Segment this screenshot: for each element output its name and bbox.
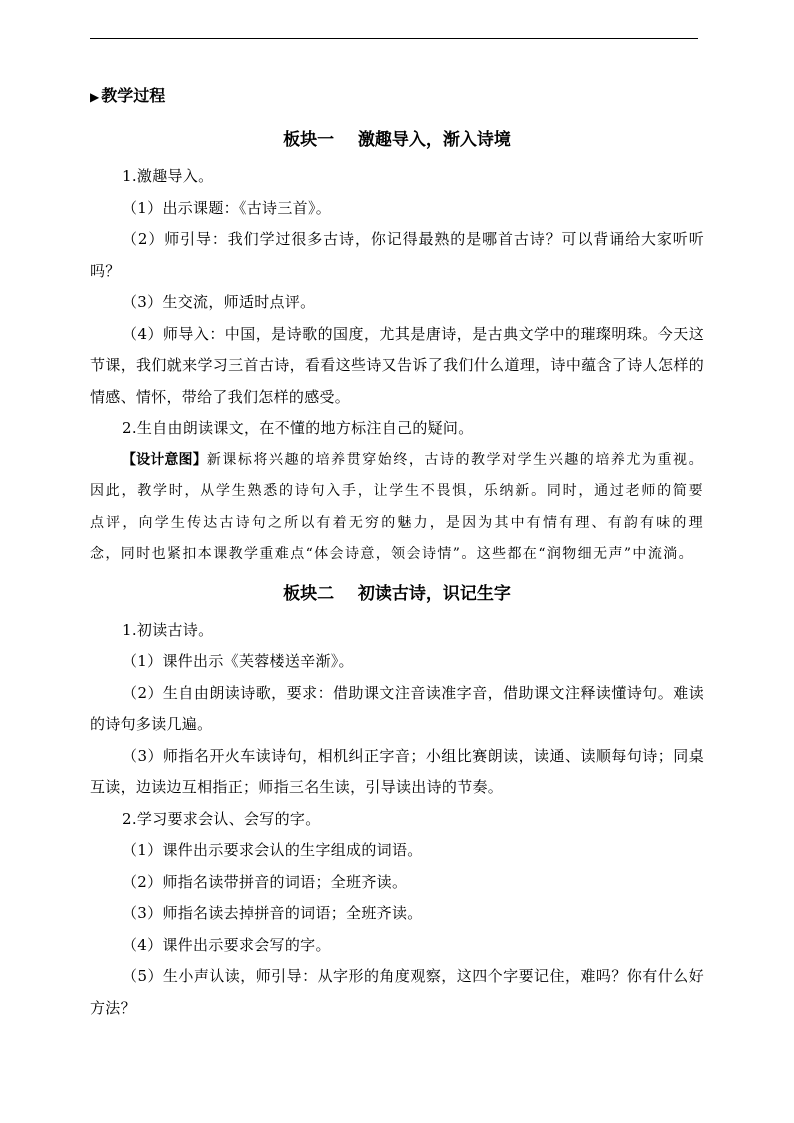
paragraph: （2）师引导：我们学过很多古诗，你记得最熟的是哪首古诗？可以背诵给大家听听吗？ xyxy=(90,230,704,280)
paragraph: （1）课件出示《芙蓉楼送辛渐》。 xyxy=(122,652,354,670)
paragraph: 2.学习要求会认、会写的字。 xyxy=(122,809,321,828)
paragraph: 1.初读古诗。 xyxy=(122,620,214,639)
paragraph: （5）生小声认读，师引导：从字形的角度观察，这四个字要记住，难吗？你有什么好方法？ xyxy=(90,967,704,1017)
design-intent-text: 新课标将兴趣的培养贯穿始终，古诗的教学对学生兴趣的培养尤为重视。因此，教学时，从学生熟悉的诗句入手，让学生不畏惧，乐纳新。同时，通过老师的简要点评，向学生传达古诗句之所以有着无穷的魅力，是因为其中有情有理、有韵有味的理念，同时也紧扣本课教学重难点“体会诗意，领会诗情”。这些都在“润物细无声”中流淌。 xyxy=(90,451,704,562)
paragraph: （2）师指名读带拼音的词语；全班齐读。 xyxy=(122,872,408,891)
paragraph: （4）课件出示要求会写的字。 xyxy=(122,935,331,954)
paragraph: （1）课件出示要求会认的生字组成的词语。 xyxy=(122,841,423,859)
triangle-bullet-icon: ▶ xyxy=(90,90,100,104)
paragraph: （3）生交流，师适时点评。 xyxy=(122,293,316,311)
paragraph: （1）出示课题：《古诗三首》。 xyxy=(122,198,332,217)
paragraph: （3）师指名读去掉拼音的词语；全班齐读。 xyxy=(122,904,423,922)
block-2-heading: 板块二 初读古诗，识记生字 xyxy=(283,583,511,604)
design-intent xyxy=(90,445,704,571)
document-body xyxy=(90,82,704,1024)
paragraph: （3）师指名开火车读诗句，相机纠正字音；小组比赛朗读，读通、读顺每句诗；同桌互读，边读边互相指正；师指三名生读，引导读出诗的节奏。 xyxy=(90,746,704,796)
design-intent-tag: 【设计意图】 xyxy=(122,451,207,468)
paragraph: 1.激趣导入。 xyxy=(122,167,214,185)
paragraph: （2）生自由朗读诗歌，要求：借助课文注音读准字音，借助课文注释读懂诗句。难读的诗句多读几遍。 xyxy=(90,683,704,733)
paragraph: 2.生自由朗读课文，在不懂的地方标注自己的疑问。 xyxy=(122,419,474,437)
header-rule xyxy=(90,38,698,39)
block-1-heading: 板块一 激趣导入，渐入诗境 xyxy=(283,130,511,150)
section-label-text: 教学过程 xyxy=(101,86,166,105)
section-label xyxy=(90,82,704,111)
paragraph: （4）师导入：中国，是诗歌的国度，尤其是唐诗，是古典文学中的璀璨明珠。今天这节课，我们就来学习三首古诗，看看这些诗又告诉了我们什么道理，诗中蕴含了诗人怎样的情感、情怀，带给了我们怎样的感受。 xyxy=(90,324,704,406)
